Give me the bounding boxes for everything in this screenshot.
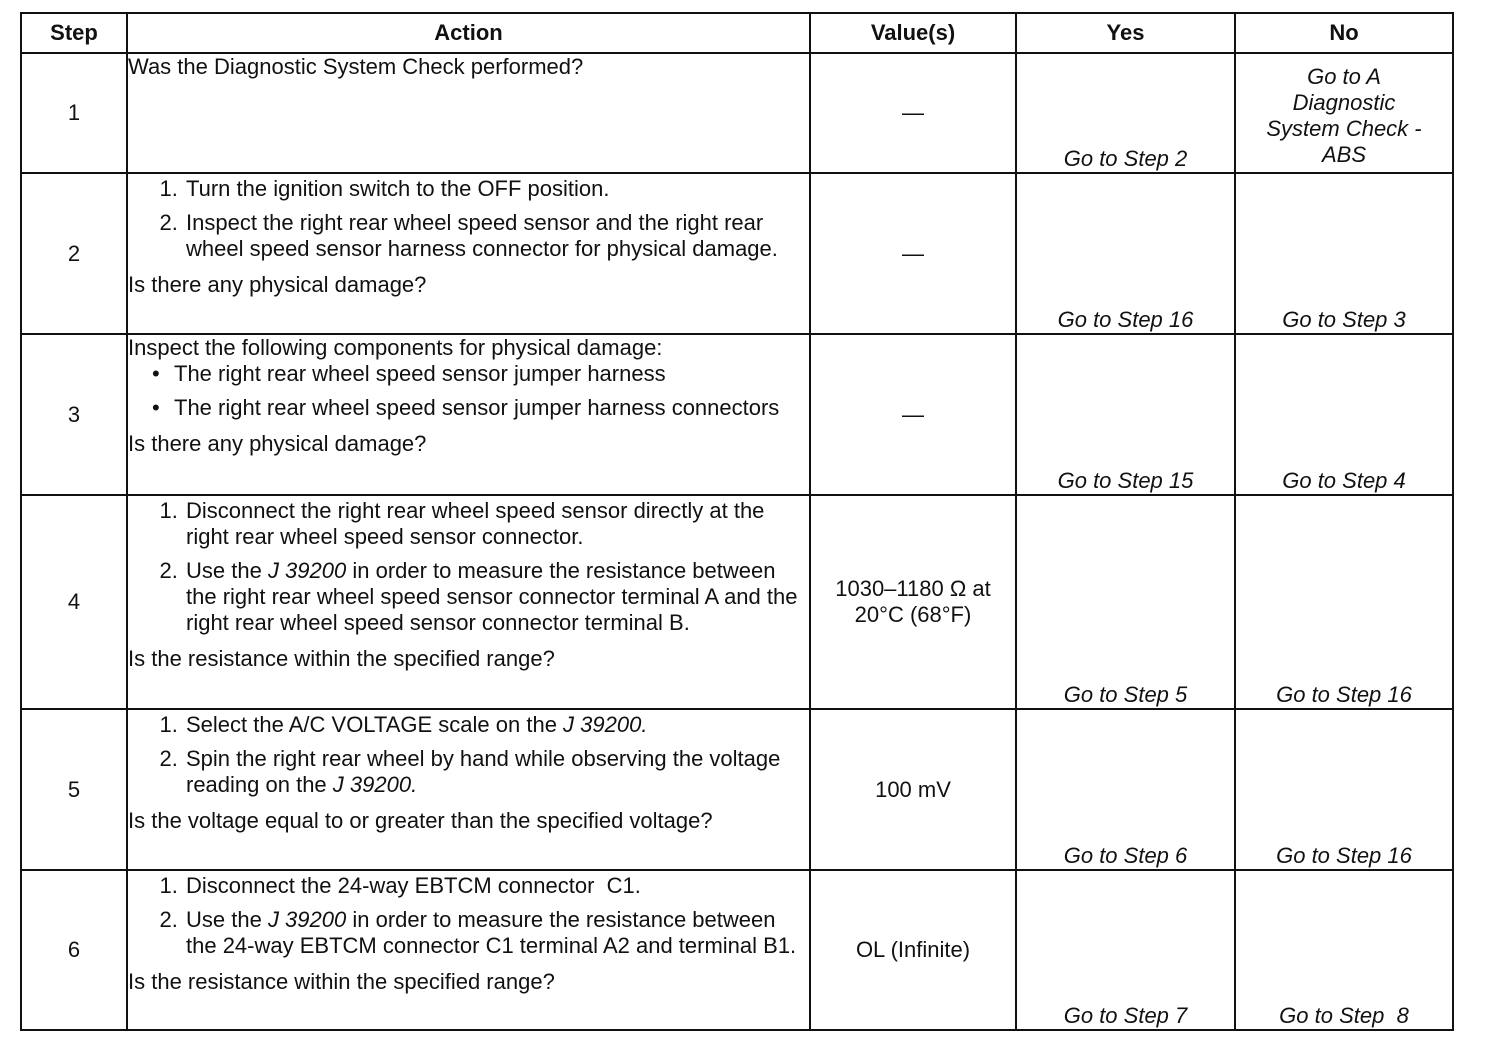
value-cell: 1030–1180 Ω at 20°C (68°F) bbox=[810, 495, 1016, 709]
step-text: Use the bbox=[186, 907, 268, 932]
step-number: 6 bbox=[21, 870, 127, 1030]
action-steps bbox=[128, 873, 809, 967]
yes-cell: Go to Step 2 bbox=[1016, 53, 1235, 173]
table-row bbox=[21, 870, 1453, 1030]
action-step-item bbox=[184, 712, 809, 738]
action-cell bbox=[127, 53, 810, 173]
step-text: Spin the right rear wheel by hand while observing the voltage reading on the bbox=[186, 746, 781, 797]
action-question: Is there any physical damage? bbox=[128, 272, 427, 297]
no-prefix: Go to bbox=[1307, 64, 1367, 89]
tool-name: J 39200. bbox=[563, 712, 648, 737]
table-row bbox=[21, 173, 1453, 334]
action-question: Is the resistance within the specified range? bbox=[128, 646, 555, 671]
step-number: 5 bbox=[21, 709, 127, 870]
action-step-item: 1. Disconnect the 24-way EBTCM connector C1. bbox=[184, 873, 809, 899]
action-cell bbox=[127, 173, 810, 334]
action-step-item bbox=[184, 558, 809, 636]
action-step-item: 2. Inspect the right rear wheel speed sensor and the right rear wheel speed sensor harness connector for physical damage. bbox=[184, 210, 809, 262]
no-cell: Go to Step 16 bbox=[1235, 495, 1453, 709]
action-question: Is the resistance within the specified range? bbox=[128, 969, 555, 994]
value-cell: 100 mV bbox=[810, 709, 1016, 870]
step-number: 4 bbox=[21, 495, 127, 709]
header-no: No bbox=[1235, 13, 1453, 53]
step-text: Select the A/C VOLTAGE scale on the bbox=[186, 712, 564, 737]
no-cell: Go to Step 4 bbox=[1235, 334, 1453, 495]
yes-cell: Go to Step 16 bbox=[1016, 173, 1235, 334]
action-cell bbox=[127, 709, 810, 870]
no-cell: Go to Step 16 bbox=[1235, 709, 1453, 870]
header-yes: Yes bbox=[1016, 13, 1235, 53]
component-item: • The right rear wheel speed sensor jumper harness connectors bbox=[174, 395, 809, 421]
value-cell: — bbox=[810, 53, 1016, 173]
table-row bbox=[21, 709, 1453, 870]
yes-cell: Go to Step 15 bbox=[1016, 334, 1235, 495]
table-header-row bbox=[21, 13, 1453, 53]
tool-name: J 39200 bbox=[267, 558, 347, 583]
value-cell: — bbox=[810, 334, 1016, 495]
step-text: in order to measure the resistance between the 24-way EBTCM connector C1 terminal A2 and terminal B1. bbox=[186, 907, 797, 958]
header-values: Value(s) bbox=[810, 13, 1016, 53]
component-item: • The right rear wheel speed sensor jumper harness bbox=[174, 361, 809, 387]
value-cell: OL (Infinite) bbox=[810, 870, 1016, 1030]
action-steps bbox=[128, 498, 809, 644]
tool-name: J 39200. bbox=[332, 772, 418, 797]
action-cell bbox=[127, 334, 810, 495]
table-row bbox=[21, 495, 1453, 709]
action-intro: Inspect the following components for physical damage: bbox=[128, 335, 663, 360]
action-step-item bbox=[184, 746, 809, 798]
value-cell: — bbox=[810, 173, 1016, 334]
action-steps bbox=[128, 176, 809, 270]
step-number: 3 bbox=[21, 334, 127, 495]
header-action: Action bbox=[127, 13, 810, 53]
action-cell bbox=[127, 495, 810, 709]
action-question: Was the Diagnostic System Check performed? bbox=[128, 54, 584, 79]
component-list bbox=[128, 361, 809, 421]
action-step-item: 1. Turn the ignition switch to the OFF position. bbox=[184, 176, 809, 202]
action-steps bbox=[128, 712, 809, 806]
no-cell: Go to Step 8 bbox=[1235, 870, 1453, 1030]
table-row bbox=[21, 334, 1453, 495]
table-row bbox=[21, 53, 1453, 173]
action-step-item bbox=[184, 907, 809, 959]
tool-name: J 39200 bbox=[267, 907, 347, 932]
yes-cell: Go to Step 5 bbox=[1016, 495, 1235, 709]
yes-cell: Go to Step 6 bbox=[1016, 709, 1235, 870]
step-text: Use the bbox=[186, 558, 268, 583]
action-question: Is the voltage equal to or greater than the specified voltage? bbox=[128, 808, 713, 833]
step-number: 1 bbox=[21, 53, 127, 173]
diagnostic-table bbox=[20, 12, 1454, 1031]
step-number: 2 bbox=[21, 173, 127, 334]
yes-cell: Go to Step 7 bbox=[1016, 870, 1235, 1030]
no-cell: Go to Step 3 bbox=[1235, 173, 1453, 334]
no-link: A Diagnostic System Check - ABS bbox=[1266, 64, 1422, 167]
no-cell bbox=[1235, 53, 1453, 173]
action-step-item: 1. Disconnect the right rear wheel speed sensor directly at the right rear wheel speed sensor connector. bbox=[184, 498, 809, 550]
step-text: in order to measure the resistance between the right rear wheel speed sensor connector terminal A and the right rear wheel speed sensor connector terminal B. bbox=[186, 558, 798, 635]
action-cell bbox=[127, 870, 810, 1030]
action-question: Is there any physical damage? bbox=[128, 431, 427, 456]
header-step: Step bbox=[21, 13, 127, 53]
